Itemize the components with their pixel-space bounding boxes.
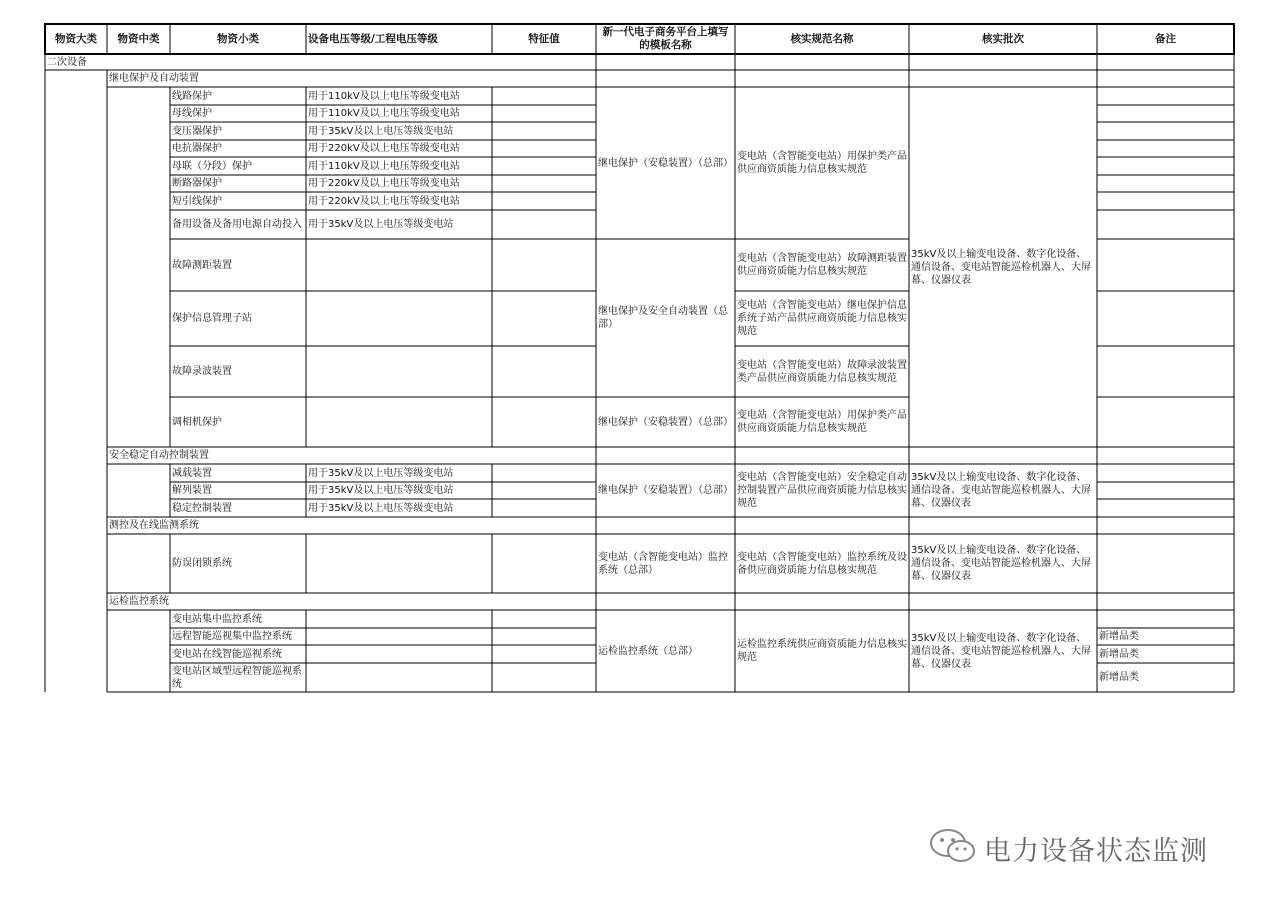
header-spec: 核实规范名称 — [790, 32, 854, 45]
stability-item-name: 稳定控制装置 — [172, 502, 232, 514]
section-secondary-equipment: 二次设备 — [47, 56, 87, 68]
relay-item-name: 短引线保护 — [172, 195, 222, 207]
spec-relay-main: 变电站（含智能变电站）用保护类产品供应商资质能力信息核实规范 — [737, 151, 907, 175]
spec-monitoring: 变电站（含智能变电站）监控系统及设备供应商资质能力信息核实规范 — [737, 551, 907, 576]
relay-item-condenser: 调相机保护 — [172, 416, 222, 428]
stability-item-voltage: 用于35kV及以上电压等级变电站 — [308, 485, 454, 496]
remark-new-category: 新增品类 — [1099, 648, 1139, 660]
header-remark: 备注 — [1155, 32, 1176, 45]
stability-item-name: 解列装置 — [172, 485, 212, 496]
relay-item-name: 线路保护 — [172, 90, 212, 102]
ops-item-name: 变电站集中监控系统 — [172, 613, 262, 625]
wechat-icon — [928, 828, 978, 868]
stability-item-voltage: 用于35kV及以上电压等级变电站 — [308, 467, 454, 479]
relay-item-name: 电抗器保护 — [172, 143, 222, 154]
template-monitoring: 变电站（含智能变电站）监控系统（总部） — [598, 551, 728, 576]
relay-item-name: 备用设备及备用电源自动投入 — [172, 219, 302, 230]
batch-ops: 35kV及以上输变电设备、数字化设备、通信设备、变电站智能巡检机器人、大屏幕、仪器仪表 — [911, 632, 1091, 670]
relay-item-name: 断路器保护 — [172, 178, 222, 189]
batch-stability: 35kV及以上输变电设备、数字化设备、通信设备、变电站智能巡检机器人、大屏幕、仪器仪表 — [911, 472, 1091, 509]
relay-item-voltage: 用于220kV及以上电压等级变电站 — [308, 195, 460, 207]
monitoring-item-name: 防误闭锁系统 — [172, 558, 232, 569]
watermark — [928, 828, 1208, 868]
relay-item-voltage: 用于110kV及以上电压等级变电站 — [308, 160, 460, 172]
section-ops-monitoring: 运检监控系统 — [109, 596, 169, 607]
relay-item-name: 变压器保护 — [172, 125, 222, 137]
remark-new-category: 新增品类 — [1099, 672, 1139, 683]
header-voltage: 设备电压等级/工程电压等级 — [308, 32, 438, 45]
relay-item-voltage: 用于35kV及以上电压等级变电站 — [308, 125, 454, 137]
spec-protection-info: 变电站（含智能变电站）继电保护信息系统子站产品供应商资质能力信息核实规范 — [737, 300, 907, 337]
template-relay-stable: 继电保护（安稳装置）（总部） — [598, 157, 733, 169]
header-major: 物资大类 — [55, 32, 97, 45]
spec-condenser: 变电站（含智能变电站）用保护类产品供应商资质能力信息核实规范 — [737, 410, 907, 434]
ops-item-name: 变电站区域型远程智能巡视系统 — [172, 665, 302, 690]
section-monitoring: 测控及在线监测系统 — [109, 520, 199, 531]
spec-ops: 运检监控系统供应商资质能力信息核实规范 — [737, 639, 907, 663]
watermark-text: 电力设备状态监测 — [984, 835, 1208, 867]
relay-item-voltage: 用于220kV及以上电压等级变电站 — [308, 143, 460, 154]
relay-item-voltage: 用于110kV及以上电压等级变电站 — [308, 90, 460, 102]
remark-new-category: 新增品类 — [1099, 631, 1139, 642]
section-relay-protection: 继电保护及自动装置 — [109, 73, 199, 84]
relay-item-name: 母线保护 — [172, 108, 212, 119]
template-stability: 继电保护（安稳装置）（总部） — [598, 485, 733, 496]
stability-item-voltage: 用于35kV及以上电压等级变电站 — [308, 502, 454, 514]
template-relay-stable-2: 继电保护（安稳装置）（总部） — [598, 416, 733, 428]
batch-monitoring: 35kV及以上输变电设备、数字化设备、通信设备、变电站智能巡检机器人、大屏幕、仪器仪表 — [911, 545, 1091, 582]
relay-item-voltage: 用于220kV及以上电压等级变电站 — [308, 178, 460, 189]
relay-item-protection-info: 保护信息管理子站 — [172, 313, 252, 324]
relay-item-name: 母联（分段）保护 — [172, 160, 252, 172]
header-batch: 核实批次 — [982, 32, 1024, 45]
batch-relay: 35kV及以上输变电设备、数字化设备、通信设备、变电站智能巡检机器人、大屏幕、仪器仪表 — [911, 248, 1091, 286]
stability-item-name: 减载装置 — [172, 467, 212, 479]
relay-item-fault-recorder: 故障录波装置 — [172, 366, 232, 377]
header-template: 新一代电子商务平台上填写的模板名称 — [602, 26, 729, 51]
spec-stability: 变电站（含智能变电站）安全稳定自动控制装置产品供应商资质能力信息核实规范 — [737, 472, 907, 509]
relay-item-voltage: 用于35kV及以上电压等级变电站 — [308, 219, 454, 230]
spec-fault-locator: 变电站（含智能变电站）故障测距装置供应商资质能力信息核实规范 — [737, 253, 907, 277]
relay-item-fault-locator: 故障测距装置 — [172, 259, 232, 271]
relay-item-voltage: 用于110kV及以上电压等级变电站 — [308, 108, 460, 119]
template-relay-safety: 继电保护及安全自动装置（总部） — [598, 306, 728, 330]
ops-item-name: 变电站在线智能巡视系统 — [172, 648, 282, 660]
header-middle: 物资中类 — [117, 32, 160, 45]
template-ops: 运检监控系统（总部） — [598, 645, 698, 657]
ops-item-name: 远程智能巡视集中监控系统 — [172, 631, 292, 642]
spec-fault-recorder: 变电站（含智能变电站）故障录波装置类产品供应商资质能力信息核实规范 — [737, 359, 907, 384]
section-stability-control: 安全稳定自动控制装置 — [109, 450, 209, 461]
header-feature: 特征值 — [528, 32, 560, 45]
header-minor: 物资小类 — [217, 32, 259, 45]
